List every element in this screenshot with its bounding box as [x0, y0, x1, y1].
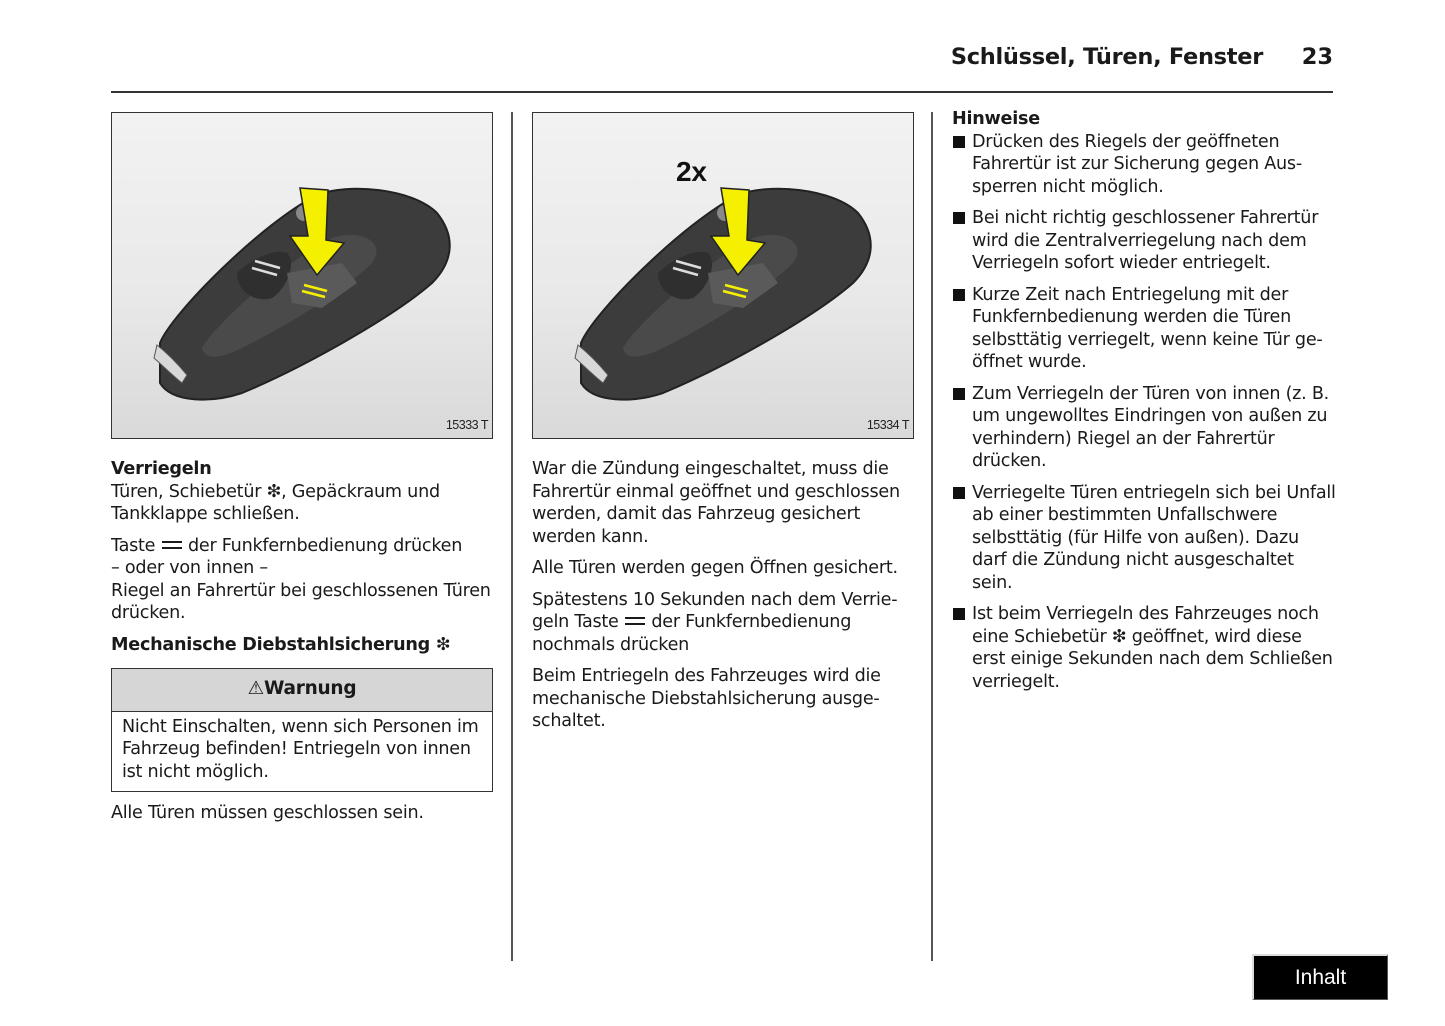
note-item: Zum Verriegeln der Türen von innen (z. B. um ungewolltes Eindringen von außen zu verhindern) Riegel an der Fahrertür drücken. [952, 383, 1336, 473]
key-fob-icon [533, 113, 913, 438]
column-divider [931, 112, 933, 961]
chapter-title: Schlüssel, Türen, Fenster [950, 44, 1263, 70]
paragraph: Alle Türen werden gegen Öffnen gesichert. [532, 558, 898, 578]
note-item: Verriegelte Türen entriegeln sich bei Unfall ab einer bestimmten Unfallschwere selbsttätig (für Hilfe von außen). Dazu darf die Zündung nicht ausgeschaltet sein. [952, 482, 1336, 595]
optional-equipment-icon: ❇ [1111, 626, 1127, 647]
warning-header: ⚠Warnung [112, 669, 492, 712]
subheading: Mechanische Diebstahlsicherung ❇ [111, 634, 451, 655]
notes-heading: Hinweise [952, 109, 1040, 129]
square-bullet-icon [953, 487, 965, 499]
press-count-label: 2x [676, 156, 707, 187]
warning-box [111, 668, 493, 792]
square-bullet-icon [953, 608, 965, 620]
note-item: Kurze Zeit nach Entriegelung mit der Funkfernbedienung werden die Türen selbsttätig verriegelt, wenn keine Tür geöffnet wurde. [952, 284, 1336, 374]
optional-equipment-icon: ❇ [435, 634, 451, 655]
page-number: 23 [1301, 44, 1333, 70]
column-divider [511, 112, 513, 961]
square-bullet-icon [953, 212, 965, 224]
square-bullet-icon [953, 388, 965, 400]
paragraph: War die Zündung eingeschaltet, muss die Fahrertür einmal geöffnet und geschlossen werden, damit das Fahrzeug gesichert werden kann. [532, 459, 900, 547]
optional-equipment-icon: ❇ [266, 481, 282, 502]
lock-button-icon [625, 617, 645, 625]
square-bullet-icon [953, 289, 965, 301]
paragraph: Alle Türen müssen geschlossen sein. [111, 803, 424, 823]
figure-key-fob-lock [111, 112, 493, 439]
note-item: Bei nicht richtig geschlossener Fahrertür wird die Zentralverriegelung nach dem Verriegeln sofort wieder entriegelt. [952, 207, 1336, 275]
warning-body: Nicht Einschalten, wenn sich Personen im Fahrzeug befinden! Entriegeln von innen ist nicht möglich. [122, 716, 479, 782]
column-left [111, 112, 495, 834]
contents-button[interactable]: Inhalt [1252, 954, 1388, 1000]
section-heading: Verriegeln [111, 459, 212, 479]
note-item: Drücken des Riegels der geöffneten Fahrertür ist zur Sicherung gegen Aussperren nicht möglich. [952, 131, 1336, 199]
paragraph: Taste der Funkfernbedienung drücken – oder von innen – Riegel an Fahrertür bei geschlossenen Türen drücken. [111, 535, 491, 623]
key-fob-icon [112, 113, 492, 438]
square-bullet-icon [953, 136, 965, 148]
figure-code: 15334 T [866, 417, 909, 432]
paragraph: Beim Entriegeln des Fahrzeuges wird die mechanische Diebstahlsicherung ausgeschaltet. [532, 666, 881, 731]
figure-code: 15333 T [445, 417, 488, 432]
paragraph: Spätestens 10 Sekunden nach dem Verriegeln Taste der Funkfernbedienung nochmals drücken [532, 589, 898, 655]
column-middle [532, 112, 916, 742]
column-right [952, 108, 1336, 702]
paragraph: Türen, Schiebetür ❇, Gepäckraum und Tankklappe schließen. [111, 481, 440, 524]
warning-triangle-icon: ⚠ [247, 678, 264, 699]
header-divider [111, 91, 1333, 93]
figure-key-fob-lock-twice [532, 112, 914, 439]
lock-button-icon [162, 541, 182, 549]
note-item: Ist beim Verriegeln des Fahrzeuges noch eine Schiebetür ❇ geöffnet, wird diese erst einige Sekunden nach dem Schließen verriegelt. [952, 603, 1336, 693]
